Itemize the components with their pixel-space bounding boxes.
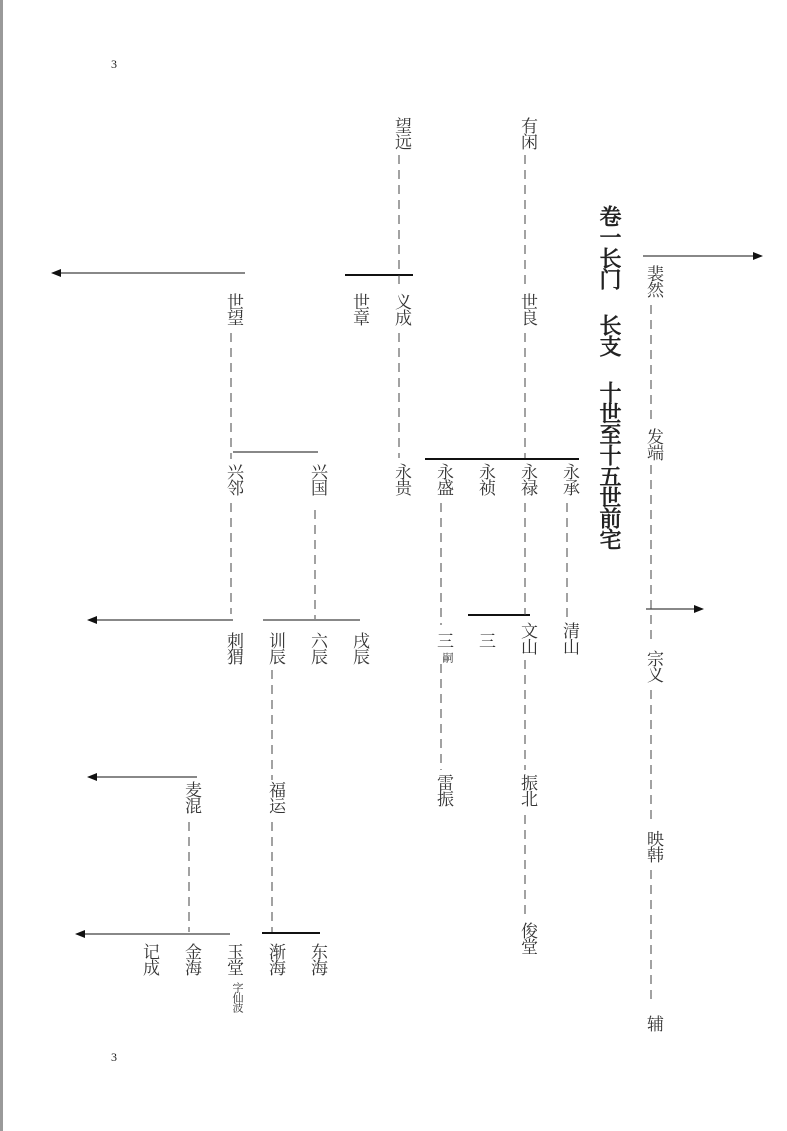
- name-san: 三: [475, 632, 495, 648]
- name-yongsheng: 永盛: [433, 463, 453, 495]
- name-zongyi: 宗义: [643, 650, 663, 682]
- name-shizhang: 世章: [349, 293, 369, 325]
- name-jidang: 俊堂: [517, 922, 537, 954]
- name-donghai: 东海: [307, 943, 327, 975]
- name-leizhen: 雷振: [433, 774, 453, 806]
- name-fu: 辅: [643, 1015, 663, 1031]
- name-yonglu: 永禄: [517, 463, 537, 495]
- name-yicheng: 义成: [391, 293, 411, 325]
- name-qingshan: 清山: [559, 622, 579, 654]
- name-wangyuan: 望远: [391, 117, 411, 149]
- name-peiran: 裴然: [643, 265, 663, 297]
- name-sanfu-small: 嗣: [441, 652, 454, 662]
- name-jianhai: 渐海: [265, 943, 285, 975]
- page-number-bottom: 3: [111, 1050, 117, 1064]
- name-xuchen: 戌辰: [349, 632, 369, 664]
- name-wenshan: 文山: [517, 622, 537, 654]
- page-number-top: 3: [111, 57, 117, 71]
- name-fuyun: 福运: [265, 781, 285, 813]
- name-yongzhen: 永祯: [475, 463, 495, 495]
- name-shiwang: 世望: [223, 293, 243, 325]
- name-liuchen: 六辰: [307, 632, 327, 664]
- name-maihun: 麦混: [181, 781, 201, 813]
- name-yutang: 玉堂: [223, 943, 243, 975]
- document-title: 卷一长门 长支 十世至十五世前宅: [596, 205, 622, 549]
- name-jicheng: 记成: [139, 943, 159, 975]
- name-xinglin: 兴邻: [223, 463, 243, 495]
- name-yongcheng: 永承: [559, 463, 579, 495]
- name-yutang-note: 字仙波: [231, 982, 244, 1012]
- name-shiliang: 世良: [517, 293, 537, 325]
- name-youxian: 有闲: [517, 117, 537, 149]
- name-yinghan: 映韩: [643, 830, 663, 862]
- name-xunchen: 训辰: [265, 632, 285, 664]
- name-yonggui: 永贵: [391, 463, 411, 495]
- name-sanfu: 三: [433, 632, 453, 648]
- name-jinhai: 金海: [181, 943, 201, 975]
- name-zhenbei: 振北: [517, 774, 537, 806]
- name-xingguo: 兴国: [307, 463, 327, 495]
- name-faduan: 发端: [643, 428, 663, 460]
- name-ciwei: 刺猬: [223, 632, 243, 664]
